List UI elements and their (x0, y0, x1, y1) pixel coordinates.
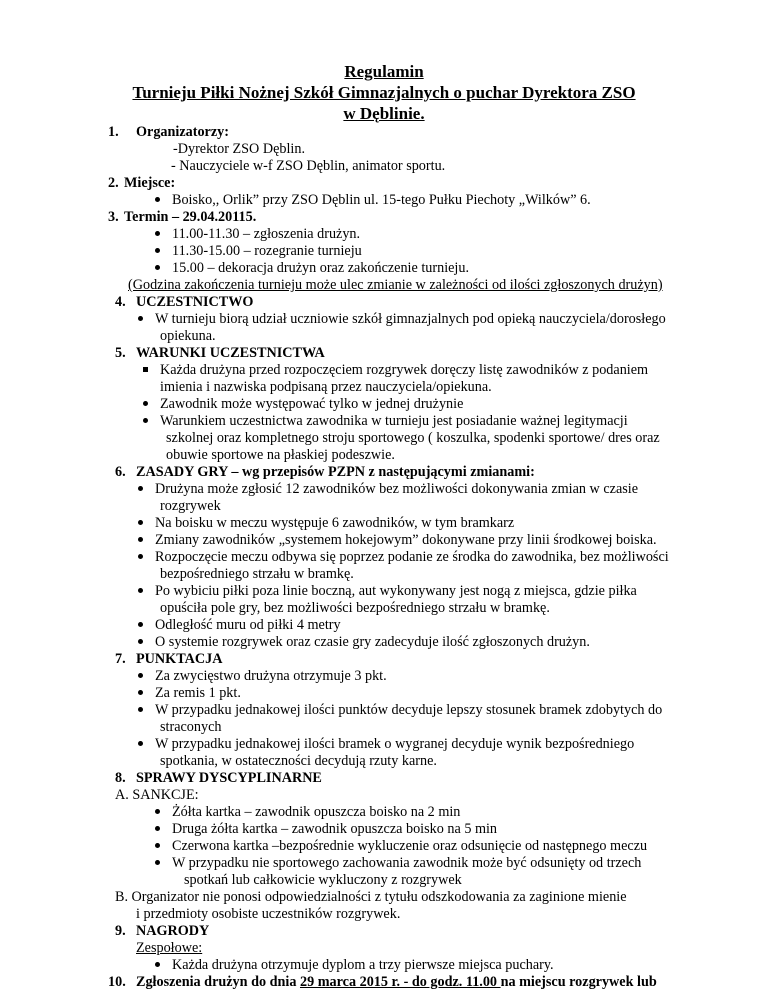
section-9-subheading: Zespołowe: (136, 940, 203, 956)
list-item: Każda drużyna otrzymuje dyplom a trzy pierwsze miejsca puchary. (155, 957, 554, 974)
section-9-number: 9. (115, 923, 126, 939)
bullet-icon (155, 962, 160, 967)
list-item: 11.00-11.30 – zgłoszenia drużyn. (155, 226, 360, 243)
list-item: Odległość muru od piłki 4 metry (138, 617, 341, 634)
list-item-continuation: rozgrywek (160, 498, 221, 514)
bullet-icon (138, 690, 143, 695)
section-8-paragraph-b: B. Organizator nie ponosi odpowiedzialności z tytułu odszkodowania za zaginione mienie (115, 889, 627, 905)
list-item-continuation: straconych (160, 719, 222, 735)
list-item: W przypadku jednakowej ilości bramek o wygranej decyduje wynik bezpośredniego (138, 736, 634, 753)
list-item: O systemie rozgrywek oraz czasie gry zadecyduje ilość zgłoszonych drużyn. (138, 634, 590, 651)
section-1-heading: Organizatorzy: (136, 124, 229, 140)
list-item-continuation: spotkania, w ostateczności decydują rzuty karne. (160, 753, 437, 769)
section-2-number: 2. (108, 175, 119, 191)
title-line-1: Regulamin (344, 62, 424, 81)
list-item-continuation: opuściła pole gry, bez możliwości bezpośredniego strzału w bramkę. (160, 600, 550, 616)
list-item: Czerwona kartka –bezpośrednie wykluczenie oraz odsunięcie od następnego meczu (155, 838, 647, 855)
bullet-icon (138, 520, 143, 525)
title-line-2: Turnieju Piłki Nożnej Szkół Gimnazjalnych o puchar Dyrektora ZSO (132, 83, 636, 102)
section-8-paragraph-b-continuation: i przedmioty osobiste uczestników rozgrywek. (136, 906, 401, 922)
section-10-line-1: Zgłoszenia drużyn do dnia 29 marca 2015 r. - do godz. 11.00 na miejscu rozgrywek lub (136, 974, 657, 990)
list-item: Żółta kartka – zawodnik opuszcza boisko na 2 min (155, 804, 460, 821)
section-9-heading: NAGRODY (136, 923, 210, 939)
list-item: W turnieju biorą udział uczniowie szkół gimnazjalnych pod opieką nauczyciela/dorosłego (138, 311, 666, 328)
section-8-number: 8. (115, 770, 126, 786)
section-4-number: 4. (115, 294, 126, 310)
list-item: Druga żółta kartka – zawodnik opuszcza boisko na 5 min (155, 821, 497, 838)
section-1-number: 1. (108, 124, 119, 140)
section-8-subheading-a: A. SANKCJE: (115, 787, 199, 803)
bullet-icon (138, 622, 143, 627)
square-bullet-icon (143, 367, 148, 372)
list-item: Każda drużyna przed rozpoczęciem rozgrywek doręczy listę zawodników z podaniem (143, 362, 648, 379)
bullet-icon (138, 486, 143, 491)
bullet-icon (138, 316, 143, 321)
bullet-icon (143, 401, 148, 406)
section-5-heading: WARUNKI UCZESTNICTWA (136, 345, 325, 361)
bullet-icon (155, 843, 160, 848)
section-3-heading: Termin – 29.04.20115. (124, 209, 257, 225)
section-7-heading: PUNKTACJA (136, 651, 223, 667)
list-item: Drużyna może zgłosić 12 zawodników bez możliwości dokonywania zmian w czasie (138, 481, 638, 498)
section-3-number: 3. (108, 209, 119, 225)
list-item: W przypadku jednakowej ilości punktów decyduje lepszy stosunek bramek zdobytych do (138, 702, 662, 719)
section-4-heading: UCZESTNICTWO (136, 294, 254, 310)
list-item-continuation: szkolnej oraz kompletnego stroju sportowego ( koszulka, spodenki sportowe/ dres oraz (166, 430, 660, 446)
list-item-continuation: bezpośredniego strzału w bramkę. (160, 566, 354, 582)
section-8-heading: SPRAWY DYSCYPLINARNE (136, 770, 322, 786)
bullet-icon (138, 673, 143, 678)
list-item: Zawodnik może występować tylko w jednej drużynie (143, 396, 463, 413)
list-item: Po wybiciu piłki poza linie boczną, aut wykonywany jest nogą z miejsca, gdzie piłka (138, 583, 637, 600)
bullet-icon (155, 809, 160, 814)
list-item: 15.00 – dekoracja drużyn oraz zakończenie turnieju. (155, 260, 469, 277)
section-1-line-1: -Dyrektor ZSO Dęblin. (173, 141, 305, 157)
bullet-icon (155, 826, 160, 831)
bullet-icon (155, 860, 160, 865)
bullet-icon (138, 707, 143, 712)
section-10-number: 10. (108, 974, 126, 990)
section-6-number: 6. (115, 464, 126, 480)
bullet-icon (138, 588, 143, 593)
bullet-icon (155, 248, 160, 253)
bullet-icon (143, 418, 148, 423)
bullet-icon (155, 197, 160, 202)
list-item: Za remis 1 pkt. (138, 685, 241, 702)
list-item: Boisko,, Orlik” przy ZSO Dęblin ul. 15-tego Pułku Piechoty „Wilków” 6. (155, 192, 591, 209)
section-3-note: (Godzina zakończenia turnieju może ulec zmianie w zależności od ilości zgłoszonych drużyn) (128, 277, 663, 293)
list-item-continuation: imienia i nazwiska podpisaną przez nauczyciela/opiekuna. (160, 379, 492, 395)
section-6-heading: ZASADY GRY – wg przepisów PZPN z następującymi zmianami: (136, 464, 535, 480)
title-line-3: w Dęblinie. (343, 104, 425, 123)
bullet-icon (138, 639, 143, 644)
bullet-icon (155, 265, 160, 270)
list-item: Warunkiem uczestnictwa zawodnika w turnieju jest posiadanie ważnej legitymacji (143, 413, 628, 430)
list-item-continuation: obuwie sportowe na płaskiej podeszwie. (166, 447, 395, 463)
bullet-icon (155, 231, 160, 236)
list-item: 11.30-15.00 – rozegranie turnieju (155, 243, 362, 260)
bullet-icon (138, 554, 143, 559)
section-7-number: 7. (115, 651, 126, 667)
list-item: Rozpoczęcie meczu odbywa się poprzez podanie ze środka do zawodnika, bez możliwości (138, 549, 669, 566)
list-item: Za zwycięstwo drużyna otrzymuje 3 pkt. (138, 668, 387, 685)
list-item-continuation: opiekuna. (160, 328, 216, 344)
bullet-icon (138, 741, 143, 746)
section-2-heading: Miejsce: (124, 175, 176, 191)
section-1-line-2: - Nauczyciele w-f ZSO Dęblin, animator sportu. (171, 158, 446, 174)
list-item: W przypadku nie sportowego zachowania zawodnik może być odsunięty od trzech (155, 855, 641, 872)
section-5-number: 5. (115, 345, 126, 361)
list-item-continuation: spotkań lub całkowicie wykluczony z rozgrywek (184, 872, 462, 888)
bullet-icon (138, 537, 143, 542)
list-item: Zmiany zawodników „systemem hokejowym” dokonywane przy linii środkowej boiska. (138, 532, 657, 549)
list-item: Na boisku w meczu występuje 6 zawodników, w tym bramkarz (138, 515, 514, 532)
